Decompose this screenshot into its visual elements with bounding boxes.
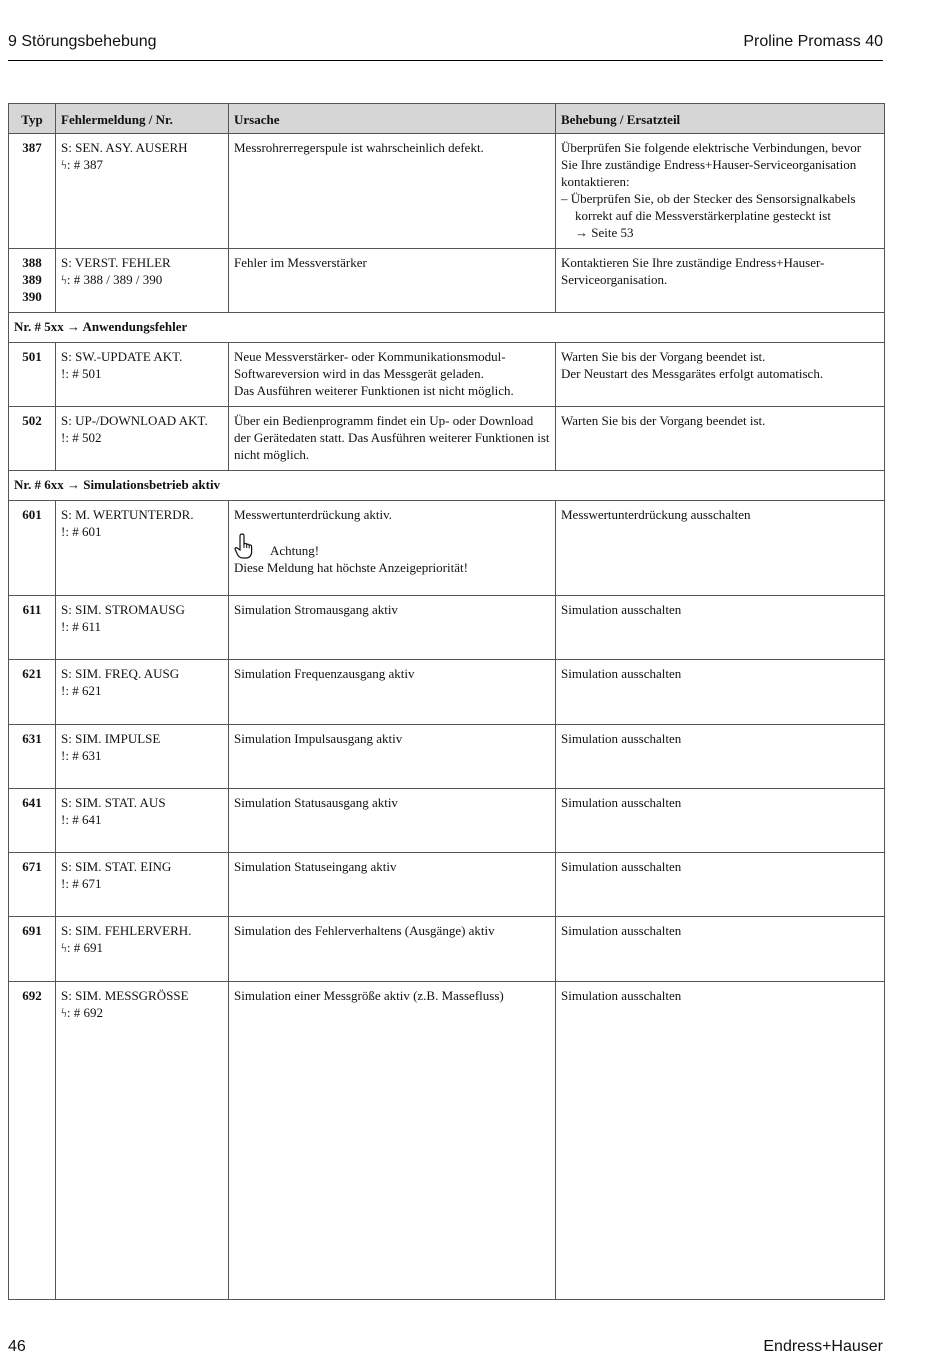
message-line: S: SIM. STAT. AUS [61, 795, 166, 810]
table-row [9, 343, 885, 407]
table-row [9, 917, 885, 982]
col-header-remedy: Behebung / Ersatzteil [556, 104, 885, 134]
message-code: !: # 502 [61, 430, 102, 445]
message-cell [56, 982, 229, 1300]
type-cell: 621 [9, 660, 56, 725]
message-code: ϟ: # 691 [61, 940, 103, 955]
table-row [9, 249, 885, 313]
cause-cell: Simulation Statuseingang aktiv [229, 853, 556, 917]
message-cell [56, 407, 229, 471]
remedy-list-item: – Überprüfen Sie, ob der Stecker des Sensorsignalkabels korrekt auf die Messverstärkerplatine gesteckt ist [561, 191, 856, 223]
cause-cell: Über ein Bedienprogramm findet ein Up- oder Download der Gerätedaten statt. Das Ausführen weiterer Funktionen ist nicht möglich. [229, 407, 556, 471]
message-line: S: UP-/DOWNLOAD AKT. [61, 413, 208, 428]
chapter-title: 9 Störungsbehebung [8, 33, 157, 50]
remedy-text: Überprüfen Sie folgende elektrische Verbindungen, bevor Sie Ihre zuständige Endress+Hauser-Serviceorganisation kontaktieren: [561, 140, 862, 189]
message-code: !: # 631 [61, 748, 102, 763]
remedy-cell: Simulation ausschalten [556, 853, 885, 917]
section-title: Nr. # 6xx → Simulationsbetrieb aktiv [9, 471, 885, 501]
pointing-hand-icon [234, 533, 256, 559]
table-row [9, 789, 885, 853]
table-row [9, 725, 885, 789]
type-cell: 388 389 390 [9, 249, 56, 313]
page-header [8, 30, 883, 61]
message-line: S: SW.-UPDATE AKT. [61, 349, 183, 364]
type-cell: 387 [9, 134, 56, 249]
brand-name: Endress+Hauser [763, 1338, 883, 1355]
message-cell [56, 249, 229, 313]
type-cell: 641 [9, 789, 56, 853]
message-cell [56, 134, 229, 249]
message-code: ϟ: # 692 [61, 1005, 103, 1020]
message-code: !: # 601 [61, 524, 102, 539]
cause-cell: Simulation Stromausgang aktiv [229, 596, 556, 660]
remedy-cell: Simulation ausschalten [556, 789, 885, 853]
message-line: S: VERST. FEHLER [61, 255, 171, 270]
type-cell: 691 [9, 917, 56, 982]
cause-cell: Simulation Statusausgang aktiv [229, 789, 556, 853]
remedy-text: Der Neustart des Messgarätes erfolgt automatisch. [561, 366, 824, 381]
warning-note [234, 533, 550, 576]
table-row [9, 407, 885, 471]
message-code: !: # 611 [61, 619, 101, 634]
message-line: S: SIM. STAT. EING [61, 859, 172, 874]
message-line: S: SIM. MESSGRÖSSE [61, 988, 189, 1003]
section-row [9, 313, 885, 343]
col-header-typ: Typ [9, 104, 56, 134]
table-row [9, 853, 885, 917]
table-row [9, 501, 885, 596]
message-code: !: # 641 [61, 812, 102, 827]
cause-text: Das Ausführen weiterer Funktionen ist nicht möglich. [234, 383, 514, 398]
col-header-cause: Ursache [229, 104, 556, 134]
message-line: S: SEN. ASY. AUSERH [61, 140, 188, 155]
remedy-cell: Simulation ausschalten [556, 982, 885, 1300]
type-cell: 671 [9, 853, 56, 917]
message-cell [56, 853, 229, 917]
product-name: Proline Promass 40 [743, 33, 883, 50]
col-header-message: Fehlermeldung / Nr. [56, 104, 229, 134]
message-cell [56, 660, 229, 725]
type-cell: 692 [9, 982, 56, 1300]
table-row [9, 134, 885, 249]
message-code: !: # 621 [61, 683, 102, 698]
section-title: Nr. # 5xx → Anwendungsfehler [9, 313, 885, 343]
remedy-cell [556, 134, 885, 249]
table-row [9, 596, 885, 660]
remedy-cell: Simulation ausschalten [556, 917, 885, 982]
type-cell: 611 [9, 596, 56, 660]
message-line: S: SIM. IMPULSE [61, 731, 161, 746]
message-cell [56, 596, 229, 660]
message-code: !: # 501 [61, 366, 102, 381]
message-code: !: # 671 [61, 876, 102, 891]
message-cell [56, 725, 229, 789]
remedy-cell: Messwertunterdrückung ausschalten [556, 501, 885, 596]
message-line: S: SIM. STROMAUSG [61, 602, 185, 617]
remedy-cell [556, 343, 885, 407]
cause-cell: Simulation einer Messgröße aktiv (z.B. Massefluss) [229, 982, 556, 1300]
cause-cell: Fehler im Messverstärker [229, 249, 556, 313]
type-cell: 502 [9, 407, 56, 471]
cause-text: Messwertunterdrückung aktiv. [234, 507, 393, 522]
type-cell: 631 [9, 725, 56, 789]
cause-text: Neue Messverstärker- oder Kommunikationsmodul-Softwareversion wird in das Messgerät geladen. [234, 349, 506, 381]
message-cell [56, 917, 229, 982]
table-row [9, 660, 885, 725]
error-table [8, 103, 885, 1300]
message-code: ϟ: # 387 [61, 157, 103, 172]
remedy-cell: Simulation ausschalten [556, 660, 885, 725]
message-cell [56, 501, 229, 596]
remedy-cell: Kontaktieren Sie Ihre zuständige Endress+Hauser-Serviceorganisation. [556, 249, 885, 313]
page-reference: → Seite 53 [575, 225, 634, 240]
remedy-text: Warten Sie bis der Vorgang beendet ist. [561, 349, 766, 364]
message-cell [56, 789, 229, 853]
section-row [9, 471, 885, 501]
note-text: Diese Meldung hat höchste Anzeigepriorität! [234, 560, 468, 575]
note-title: Achtung! [270, 543, 320, 558]
cause-cell: Simulation des Fehlerverhaltens (Ausgänge) aktiv [229, 917, 556, 982]
cause-cell [229, 501, 556, 596]
message-code: ϟ: # 388 / 389 / 390 [61, 272, 163, 287]
page-number: 46 [8, 1338, 26, 1355]
remedy-cell: Simulation ausschalten [556, 725, 885, 789]
type-cell: 601 [9, 501, 56, 596]
type-cell: 501 [9, 343, 56, 407]
message-cell [56, 343, 229, 407]
cause-cell [229, 343, 556, 407]
cause-cell: Messrohrerregerspule ist wahrscheinlich defekt. [229, 134, 556, 249]
remedy-cell: Warten Sie bis der Vorgang beendet ist. [556, 407, 885, 471]
table-row [9, 982, 885, 1300]
cause-cell: Simulation Frequenzausgang aktiv [229, 660, 556, 725]
message-line: S: M. WERTUNTERDR. [61, 507, 194, 522]
cause-cell: Simulation Impulsausgang aktiv [229, 725, 556, 789]
remedy-cell: Simulation ausschalten [556, 596, 885, 660]
message-line: S: SIM. FEHLERVERH. [61, 923, 192, 938]
message-line: S: SIM. FREQ. AUSG [61, 666, 180, 681]
table-header-row [9, 104, 885, 134]
